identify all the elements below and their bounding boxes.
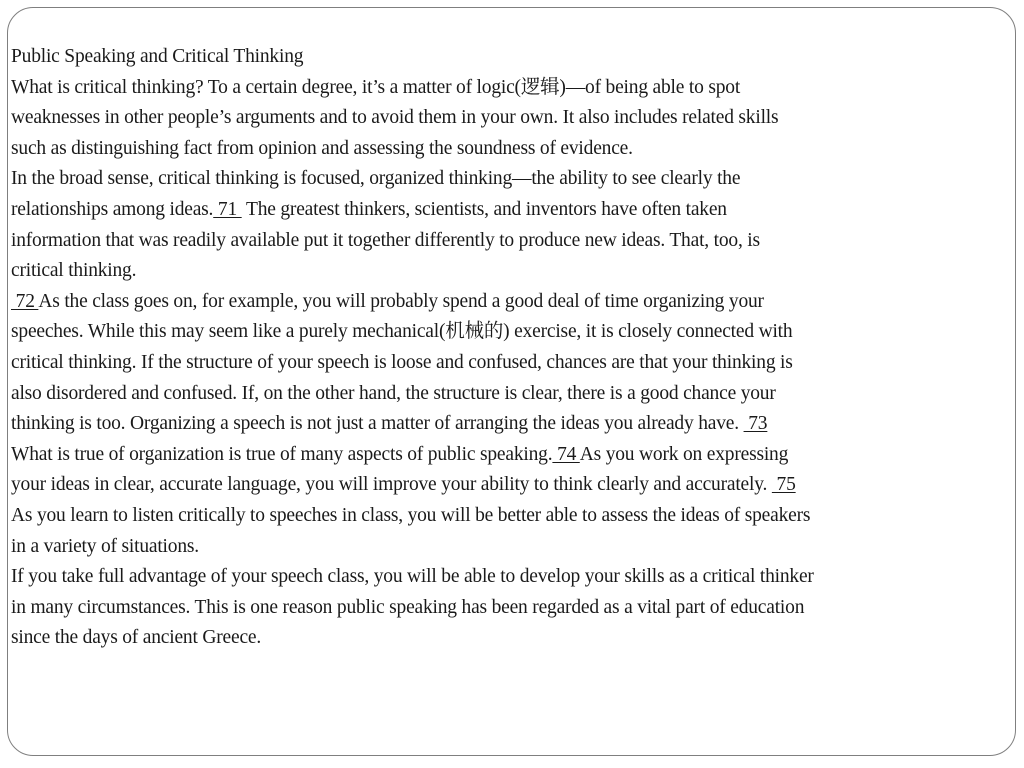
text-line bbox=[11, 287, 991, 318]
blank-72: 72 bbox=[11, 290, 39, 312]
line-segment: thinking is too. Organizing a speech is not just a matter of arranging the ideas you already have. bbox=[11, 413, 744, 435]
line-segment: such as distinguishing fact from opinion and assessing the soundness of evidence. bbox=[11, 137, 633, 159]
line-segment: relationships among ideas. bbox=[11, 198, 214, 220]
blank-71: 71 bbox=[213, 198, 242, 220]
text-line bbox=[11, 501, 991, 532]
line-segment: As you learn to listen critically to speeches in class, you will be better able to assess the ideas of speakers bbox=[11, 504, 811, 526]
document-title bbox=[11, 42, 991, 73]
text-line bbox=[11, 103, 991, 134]
text-line bbox=[11, 348, 991, 379]
text-line bbox=[11, 623, 991, 654]
text-line bbox=[11, 440, 991, 471]
text-line bbox=[11, 73, 991, 104]
document-text-body bbox=[11, 42, 991, 654]
line-segment: in many circumstances. This is one reason public speaking has been regarded as a vital part of education bbox=[11, 596, 805, 618]
text-line bbox=[11, 409, 991, 440]
line-segment: What is true of organization is true of many aspects of public speaking. bbox=[11, 443, 553, 465]
text-line bbox=[11, 317, 991, 348]
line-segment: As you work on expressing bbox=[579, 443, 789, 465]
line-segment: your ideas in clear, accurate language, you will improve your ability to think clearly and accurately. bbox=[11, 474, 772, 496]
text-line bbox=[11, 134, 991, 165]
text-line bbox=[11, 195, 991, 226]
text-line bbox=[11, 562, 991, 593]
text-line bbox=[11, 226, 991, 257]
blank-74: 74 bbox=[552, 443, 580, 465]
line-segment: In the broad sense, critical thinking is focused, organized thinking—the ability to see clearly the bbox=[11, 168, 741, 190]
text-line bbox=[11, 379, 991, 410]
line-segment: critical thinking. bbox=[11, 260, 137, 282]
line-segment: in a variety of situations. bbox=[11, 535, 199, 557]
text-line bbox=[11, 593, 991, 624]
line-segment: weaknesses in other people’s arguments and to avoid them in your own. It also includes related skills bbox=[11, 107, 779, 129]
line-segment: If you take full advantage of your speech class, you will be able to develop your skills as a critical thinker bbox=[11, 566, 814, 588]
line-segment: What is critical thinking? To a certain degree, it’s a matter of logic(逻辑)—of being able to spot bbox=[11, 76, 741, 98]
line-segment: As the class goes on, for example, you will probably spend a good deal of time organizing your bbox=[38, 290, 764, 312]
text-line bbox=[11, 532, 991, 563]
text-line bbox=[11, 256, 991, 287]
line-segment: speeches. While this may seem like a purely mechanical(机械的) exercise, it is closely connected with bbox=[11, 321, 793, 343]
text-line bbox=[11, 164, 991, 195]
line-segment: Public Speaking and Critical Thinking bbox=[11, 46, 304, 67]
line-segment: critical thinking. If the structure of your speech is loose and confused, chances are that your thinking is bbox=[11, 351, 793, 373]
blank-75: 75 bbox=[771, 474, 796, 496]
line-segment: also disordered and confused. If, on the other hand, the structure is clear, there is a good chance your bbox=[11, 382, 776, 404]
blank-73: 73 bbox=[743, 413, 768, 435]
line-segment: since the days of ancient Greece. bbox=[11, 627, 262, 649]
text-line bbox=[11, 470, 991, 501]
line-segment: The greatest thinkers, scientists, and inventors have often taken bbox=[241, 198, 727, 220]
line-segment: information that was readily available put it together differently to produce new ideas. That, too, is bbox=[11, 229, 760, 251]
